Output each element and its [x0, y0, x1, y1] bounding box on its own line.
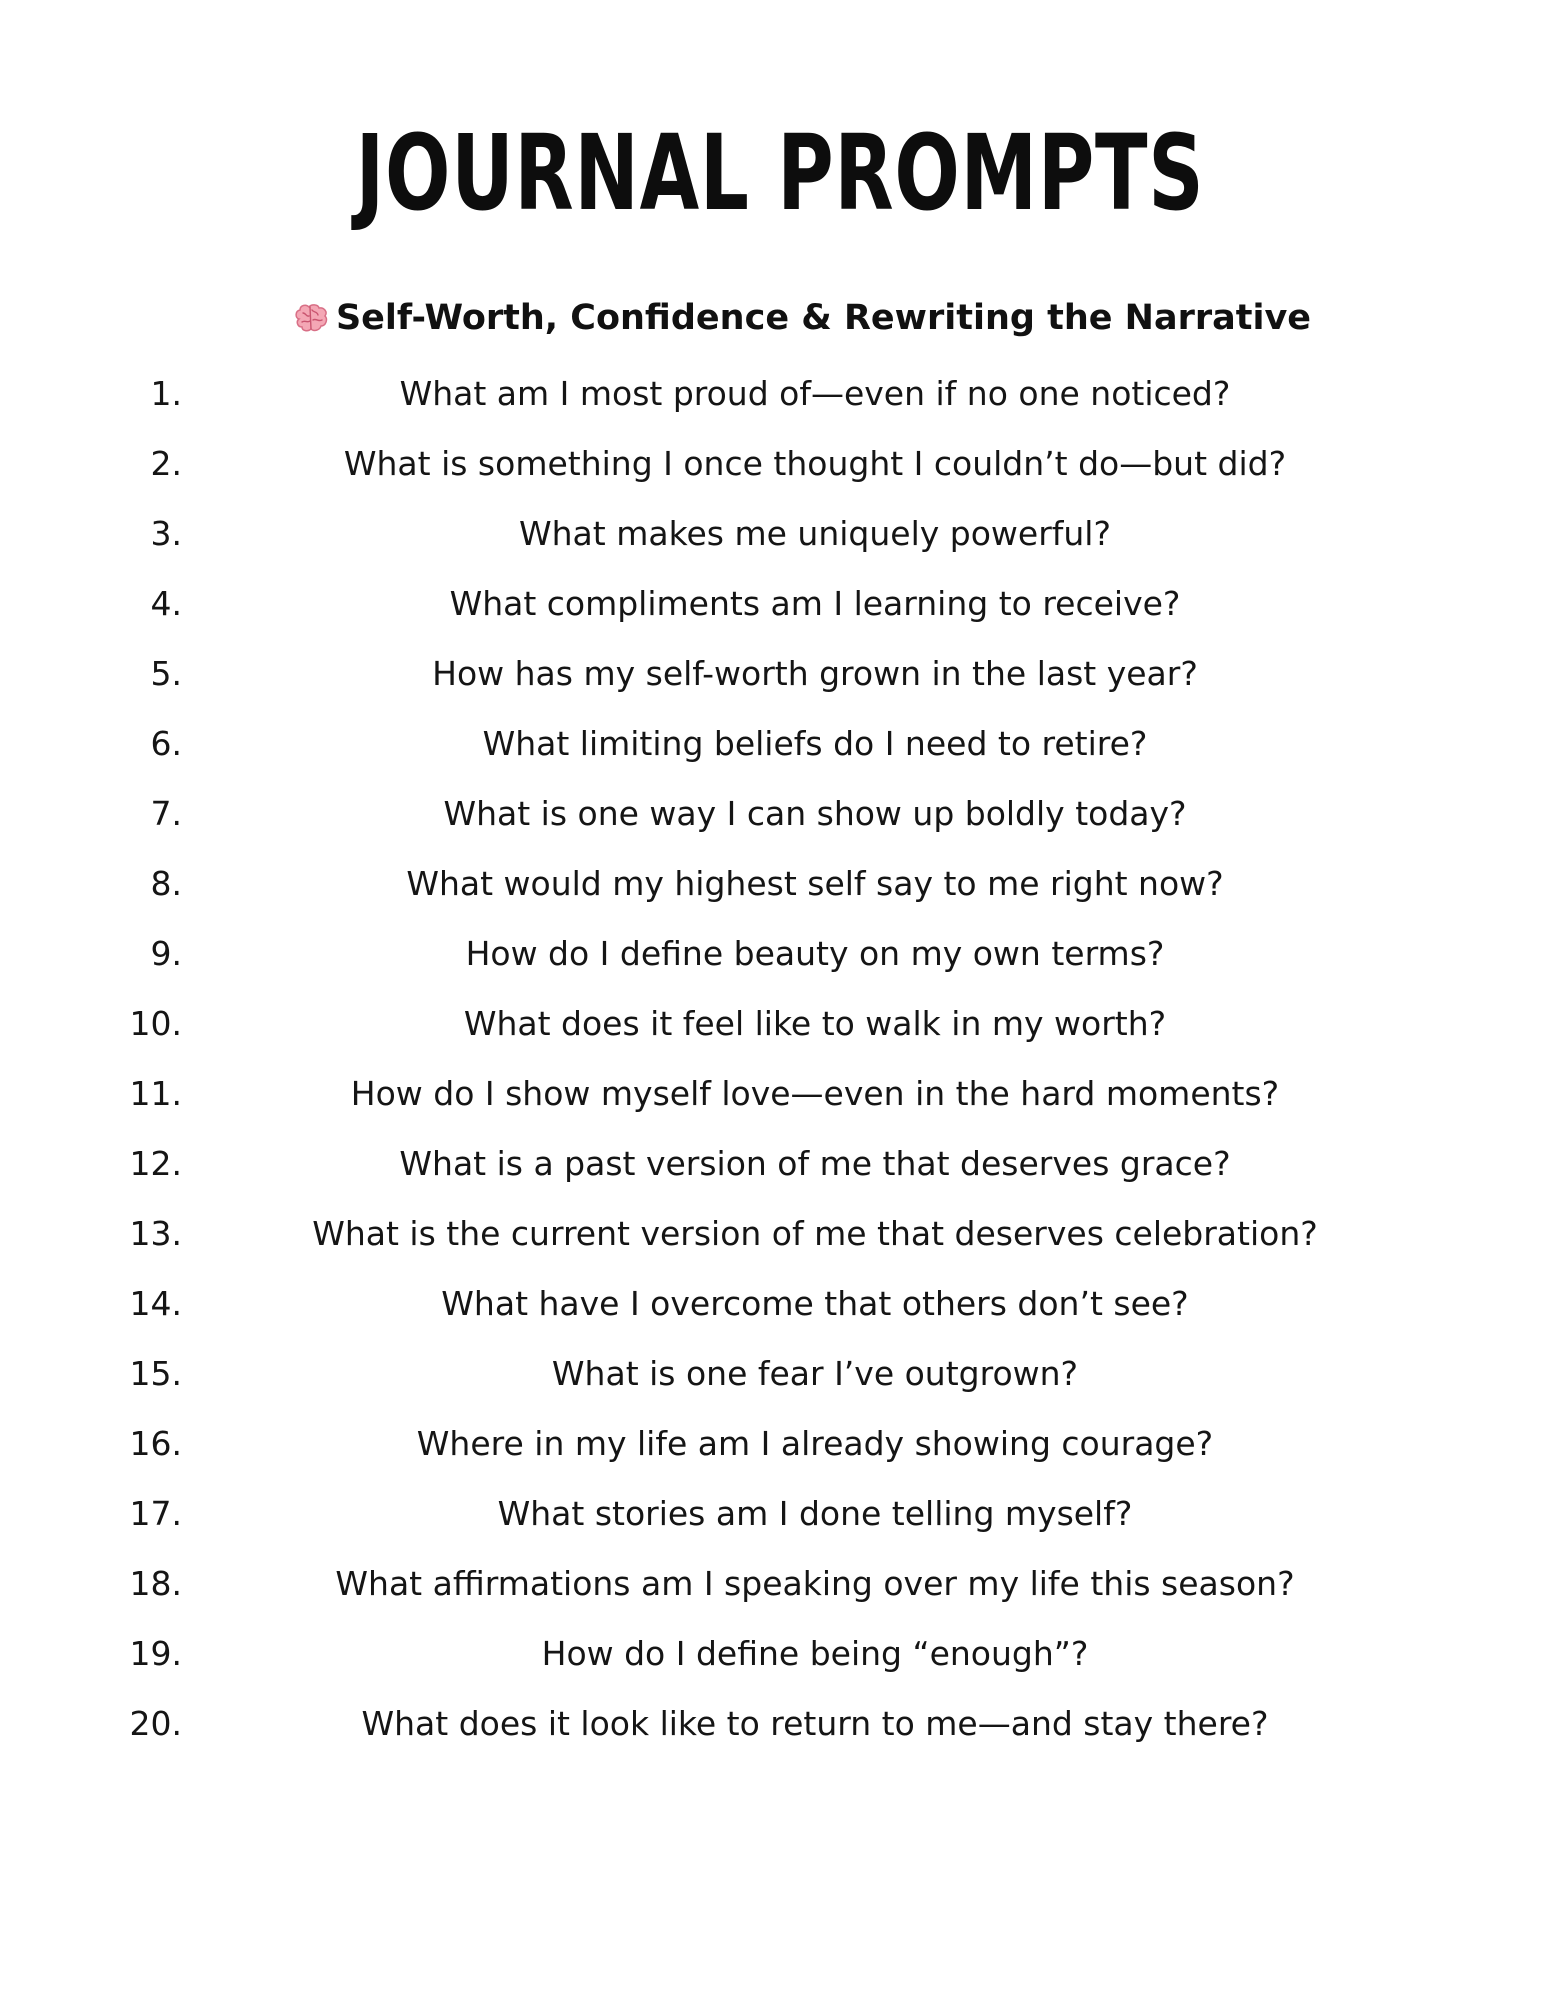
prompt-text: How do I define beauty on my own terms? [465, 934, 1165, 973]
prompt-number: 12. [129, 1144, 182, 1183]
prompt-number: 3. [150, 514, 182, 553]
prompt-text: How has my self-worth grown in the last year? [432, 654, 1198, 693]
prompt-text: What does it look like to return to me—and stay there? [361, 1704, 1269, 1743]
prompt-text: What is one fear I’ve outgrown? [551, 1354, 1079, 1393]
prompt-text: What stories am I done telling myself? [497, 1494, 1133, 1533]
prompt-text: What makes me uniquely powerful? [519, 514, 1111, 553]
prompt-number: 8. [150, 864, 182, 903]
prompt-number: 4. [150, 584, 182, 623]
list-item [0, 1269, 1545, 1339]
list-item [0, 1409, 1545, 1479]
prompt-text: What is the current version of me that deserves celebration? [312, 1214, 1318, 1253]
prompt-number: 14. [129, 1284, 182, 1323]
list-item [0, 1689, 1545, 1759]
prompt-number: 18. [129, 1564, 182, 1603]
prompt-number: 6. [150, 724, 182, 763]
prompt-text: How do I define being “enough”? [541, 1634, 1089, 1673]
list-item [0, 429, 1545, 499]
list-item [0, 779, 1545, 849]
prompt-number: 16. [129, 1424, 182, 1463]
list-item [0, 849, 1545, 919]
list-item [0, 1059, 1545, 1129]
prompt-number: 17. [129, 1494, 182, 1533]
prompt-number: 20. [129, 1704, 182, 1743]
list-item [0, 1479, 1545, 1549]
list-item [0, 499, 1545, 569]
list-item [0, 1199, 1545, 1269]
list-item [0, 359, 1545, 429]
prompt-text: What affirmations am I speaking over my life this season? [335, 1564, 1295, 1603]
list-item [0, 569, 1545, 639]
prompt-number: 1. [150, 374, 182, 413]
prompt-text: What have I overcome that others don’t see? [441, 1284, 1189, 1323]
section-heading-text: Self-Worth, Confidence & Rewriting the Narrative [335, 298, 1312, 338]
prompt-number: 10. [129, 1004, 182, 1043]
page-title: JOURNAL PROMPTS [355, 112, 1205, 234]
prompt-number: 2. [150, 444, 182, 483]
prompt-number: 13. [129, 1214, 182, 1253]
prompt-list [0, 359, 1545, 1759]
prompt-number: 11. [129, 1074, 182, 1113]
prompt-text: What is something I once thought I couldn’t do—but did? [343, 444, 1287, 483]
prompt-text: Where in my life am I already showing courage? [416, 1424, 1214, 1463]
section-heading [0, 293, 1545, 343]
prompt-number: 9. [150, 934, 182, 973]
list-item [0, 639, 1545, 709]
prompt-number: 7. [150, 794, 182, 833]
prompt-text: What limiting beliefs do I need to retire? [482, 724, 1148, 763]
list-item [0, 1339, 1545, 1409]
list-item [0, 919, 1545, 989]
list-item [0, 989, 1545, 1059]
list-item [0, 1129, 1545, 1199]
list-item [0, 1619, 1545, 1689]
list-item [0, 1549, 1545, 1619]
brain-icon [294, 303, 328, 333]
prompt-text: What is a past version of me that deserves grace? [399, 1144, 1231, 1183]
prompt-text: How do I show myself love—even in the hard moments? [350, 1074, 1280, 1113]
prompt-text: What is one way I can show up boldly today? [443, 794, 1187, 833]
prompt-number: 5. [150, 654, 182, 693]
prompt-text: What does it feel like to walk in my worth? [463, 1004, 1167, 1043]
prompt-number: 15. [129, 1354, 182, 1393]
prompt-number: 19. [129, 1634, 182, 1673]
prompt-text: What would my highest self say to me right now? [406, 864, 1224, 903]
prompt-text: What compliments am I learning to receive? [449, 584, 1181, 623]
prompt-text: What am I most proud of—even if no one noticed? [399, 374, 1231, 413]
list-item [0, 709, 1545, 779]
